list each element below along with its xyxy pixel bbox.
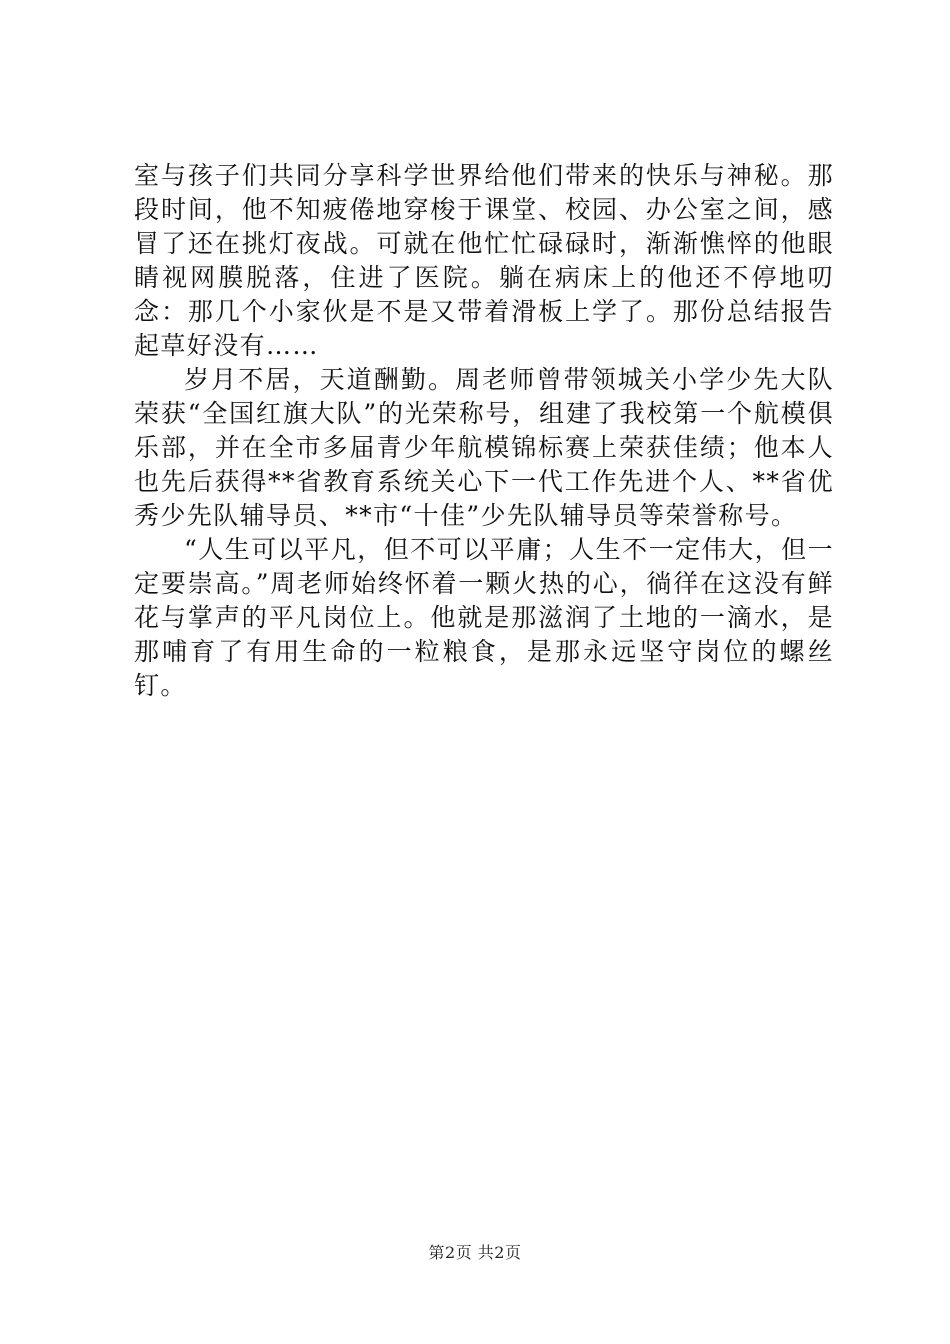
- paragraph-1: 室与孩子们共同分享科学世界给他们带来的快乐与神秘。那段时间，他不知疲倦地穿梭于课堂、校园、办公室之间，感冒了还在挑灯夜战。可就在他忙忙碌碌时，渐渐憔悴的他眼睛视网膜脱落，住进了医院。躺在病床上的他还不停地叨念：那几个小家伙是不是又带着滑板上学了。那份总结报告起草好没有……: [134, 161, 834, 360]
- page-footer: 第2页 共2页: [428, 1243, 522, 1262]
- paragraph-3: “人生可以平凡，但不可以平庸；人生不一定伟大，但一定要崇高。”周老师始终怀着一颗火热的心，徜徉在这没有鲜花与掌声的平凡岗位上。他就是那滋润了土地的一滴水，是那哺育了有用生命的一粒粮食，是那永远坚守岗位的螺丝钉。: [134, 535, 834, 700]
- paragraph-2: 岁月不居，天道酬勤。周老师曾带领城关小学少先大队荣获“全国红旗大队”的光荣称号，组建了我校第一个航模俱乐部，并在全市多届青少年航模锦标赛上荣获佳绩；他本人也先后获得**省教育系统关心下一代工作先进个人、**省优秀少先队辅导员、**市“十佳”少先队辅导员等荣誉称号。: [134, 365, 834, 530]
- document-body: [134, 159, 834, 703]
